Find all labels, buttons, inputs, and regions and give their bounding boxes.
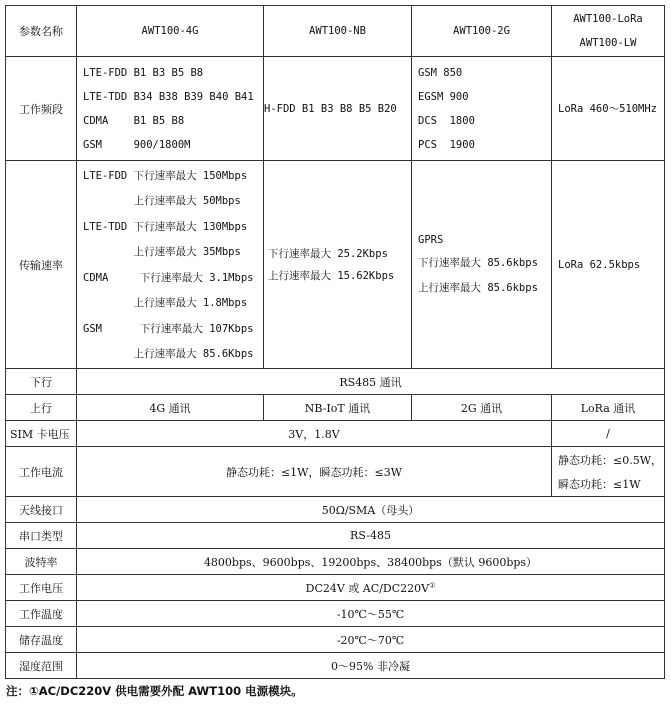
rate-2g-line: 上行速率最大 85.6kbps xyxy=(418,281,538,294)
uplink-row xyxy=(6,395,665,421)
header-lora-line1: AWT100-LoRa xyxy=(573,13,643,25)
current-lora-line1: 静态功耗：≤0.5W， xyxy=(558,453,663,467)
sim-lora: / xyxy=(552,421,665,447)
rate-2g-lines xyxy=(412,230,551,300)
freq-2g-cell xyxy=(412,57,552,161)
voltage-row xyxy=(6,575,665,601)
freq-lora: LoRa 460～510MHz xyxy=(552,57,665,161)
antenna-row xyxy=(6,497,665,523)
header-param: 参数名称 xyxy=(6,6,77,57)
st-temp-row xyxy=(6,627,665,653)
freq-label: 工作频段 xyxy=(6,57,77,161)
serial-label: 串口类型 xyxy=(6,523,77,549)
header-lora xyxy=(552,6,665,57)
rate-4g-line: 上行速率最大 50Mbps xyxy=(83,195,241,208)
uplink-4g: 4G 通讯 xyxy=(77,395,264,421)
rate-4g-lines xyxy=(77,163,263,367)
st-temp-value: -20℃～70℃ xyxy=(77,627,665,653)
sim-label: SIM 卡电压 xyxy=(6,421,77,447)
header-row xyxy=(6,6,665,57)
humidity-label: 湿度范围 xyxy=(6,653,77,679)
antenna-value: 50Ω/SMA（母头） xyxy=(77,497,665,523)
rate-4g-line: 上行速率最大 35Mbps xyxy=(83,246,241,259)
op-temp-label: 工作温度 xyxy=(6,601,77,627)
humidity-value: 0～95% 非冷凝 xyxy=(77,653,665,679)
rate-4g-line: 上行速率最大 85.6Kbps xyxy=(83,348,254,361)
freq-2g-line: GSM 850 xyxy=(418,66,463,79)
serial-value: RS-485 xyxy=(77,523,665,549)
baud-label: 波特率 xyxy=(6,549,77,575)
rate-row xyxy=(6,161,665,369)
freq-2g-lines xyxy=(412,61,551,157)
rate-4g-line: LTE-FDD 下行速率最大 150Mbps xyxy=(83,169,248,182)
current-value: 静态功耗：≤1W，瞬态功耗：≤3W xyxy=(77,447,552,497)
humidity-row xyxy=(6,653,665,679)
voltage-footnote-mark: ① xyxy=(429,580,436,589)
freq-4g-lines xyxy=(77,61,263,157)
freq-nb: H-FDD B1 B3 B8 B5 B20 xyxy=(264,57,412,161)
freq-4g-cell xyxy=(77,57,264,161)
rate-4g-cell xyxy=(77,161,264,369)
voltage-value: DC24V 或 AC/DC220V xyxy=(305,581,430,595)
rate-nb-line: 上行速率最大 15.62Kbps xyxy=(268,270,395,282)
rate-nb-cell xyxy=(264,161,412,369)
current-lora xyxy=(552,447,665,497)
rate-2g-line: 下行速率最大 85.6kbps xyxy=(418,257,538,270)
baud-value: 4800bps、9600bps、19200bps、38400bps（默认 9600bps） xyxy=(77,549,665,575)
header-2g: AWT100-2G xyxy=(412,6,552,57)
current-row xyxy=(6,447,665,497)
rate-4g-line: LTE-TDD 下行速率最大 130Mbps xyxy=(83,220,248,233)
freq-4g-line: CDMA B1 B5 B8 xyxy=(83,114,185,127)
sim-value: 3V，1.8V xyxy=(77,421,552,447)
header-lora-line2: AWT100-LW xyxy=(579,37,637,49)
sim-row xyxy=(6,421,665,447)
current-lora-line2: 瞬态功耗：≤1W xyxy=(558,477,641,491)
op-temp-row xyxy=(6,601,665,627)
header-4g: AWT100-4G xyxy=(77,6,264,57)
spec-table xyxy=(5,5,665,679)
freq-2g-line: DCS 1800 xyxy=(418,114,475,127)
footnote: 注：①AC/DC220V 供电需要外配 AWT100 电源模块。 xyxy=(6,684,303,698)
rate-nb-line: 下行速率最大 25.2Kbps xyxy=(268,248,388,260)
antenna-label: 天线接口 xyxy=(6,497,77,523)
serial-row xyxy=(6,523,665,549)
rate-4g-line: CDMA 下行速率最大 3.1Mbps xyxy=(83,271,254,284)
baud-row xyxy=(6,549,665,575)
voltage-cell xyxy=(77,575,665,601)
rate-4g-line: 上行速率最大 1.8Mbps xyxy=(83,297,248,310)
freq-4g-line: LTE-TDD B34 B38 B39 B40 B41 xyxy=(83,90,254,103)
freq-4g-line: LTE-FDD B1 B3 B5 B8 xyxy=(83,66,204,79)
rate-label: 传输速率 xyxy=(6,161,77,369)
rate-4g-line: GSM 下行速率最大 107Kbps xyxy=(83,322,254,335)
downlink-row xyxy=(6,369,665,395)
downlink-value: RS485 通讯 xyxy=(77,369,665,395)
uplink-lora: LoRa 通讯 xyxy=(552,395,665,421)
uplink-2g: 2G 通讯 xyxy=(412,395,552,421)
st-temp-label: 储存温度 xyxy=(6,627,77,653)
current-label: 工作电流 xyxy=(6,447,77,497)
freq-row xyxy=(6,57,665,161)
downlink-label: 下行 xyxy=(6,369,77,395)
freq-2g-line: EGSM 900 xyxy=(418,90,469,103)
rate-lora: LoRa 62.5kbps xyxy=(552,161,665,369)
uplink-nb: NB-IoT 通讯 xyxy=(264,395,412,421)
rate-nb-lines xyxy=(264,243,411,287)
rate-2g-cell xyxy=(412,161,552,369)
op-temp-value: -10℃～55℃ xyxy=(77,601,665,627)
freq-4g-line: GSM 900/1800M xyxy=(83,138,191,151)
header-nb: AWT100-NB xyxy=(264,6,412,57)
rate-2g-line: GPRS xyxy=(418,234,444,247)
voltage-label: 工作电压 xyxy=(6,575,77,601)
freq-2g-line: PCS 1900 xyxy=(418,138,475,151)
uplink-label: 上行 xyxy=(6,395,77,421)
